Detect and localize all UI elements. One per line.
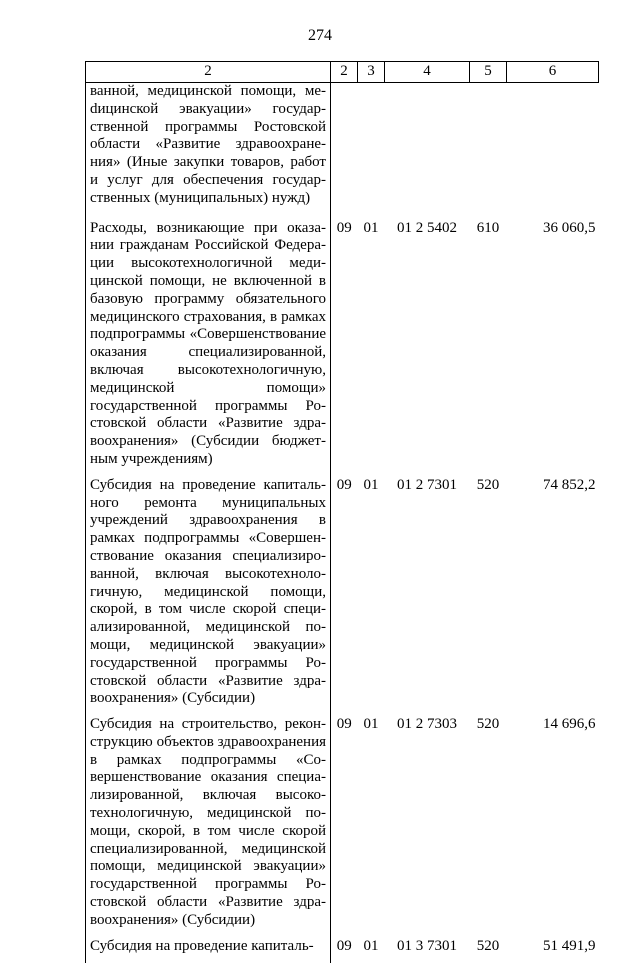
- row-expense-type: [470, 83, 507, 220]
- row-expense-type: 520: [476, 476, 500, 493]
- row-description: Субсидия на строительство, реконструкцию объектов здравоохранения в рамках подпрограммы «Совершенствование оказания специализированной, включая высокотехнологичную, медицинской помощи, скорой, в том числе скорой специализированной, медицинской помощи, медицинской эвакуации» государственной программы Ростовской области «Развитие здравоохранения» (Субсидии): [86, 716, 331, 938]
- row-target-article: 01 3 7301: [397, 937, 457, 954]
- row-amount: 51 491,9: [543, 937, 596, 954]
- table-row: [86, 938, 599, 963]
- header-amount: 6: [507, 62, 599, 83]
- row-subsection: 01: [363, 219, 379, 236]
- row-description: Субсидия на проведение капитального ремонта муниципальных учреждений здравоохранения в рамках подпрограммы «Совершенствование оказания специализированной, включая высокотехнологичную, медицинской помощи, скорой, в том числе скорой специализированной, медицинской помощи, медицинской эвакуации» государственной программы Ростовской области «Развитие здравоохранения» (Субсидии): [86, 477, 331, 716]
- row-section: [331, 83, 358, 220]
- row-target-article: 01 2 7301: [397, 476, 457, 493]
- row-target-article: [385, 83, 470, 220]
- row-subsection: 01: [363, 476, 379, 493]
- row-amount: 14 696,6: [543, 716, 596, 733]
- row-section: 09: [336, 937, 352, 954]
- table-header-row: [86, 62, 599, 83]
- row-amount: 36 060,5: [543, 219, 596, 236]
- table-row: [86, 477, 599, 716]
- table-row: [86, 220, 599, 477]
- table-row: [86, 716, 599, 938]
- row-description: ванной, медицинской помощи, меdицинской эвакуации» государственной программы Ростовской области «Развитие здравоохранения» (Иные закупки товаров, работ и услуг для обеспечения государственных (муниципальных) нужд): [86, 83, 331, 220]
- row-amount: 74 852,2: [543, 476, 596, 493]
- row-section: 09: [336, 716, 352, 733]
- row-subsection: 01: [363, 937, 379, 954]
- row-expense-type: 520: [476, 937, 500, 954]
- table-row: [86, 83, 599, 220]
- header-section: 2: [331, 62, 358, 83]
- page-number: 274: [308, 27, 332, 44]
- header-target-article: 4: [385, 62, 470, 83]
- row-expense-type: 520: [476, 716, 500, 733]
- row-subsection: [358, 83, 385, 220]
- budget-table: [85, 61, 599, 963]
- row-description: Расходы, возникающие при оказании гражданам Российской Федерации высокотехнологичной медицинской помощи, не включенной в базовую программу обязательного медицинского страхования, в рамках подпрограммы «Совершенствование оказания специализированной, включая высокотехнологичную, медицинской помощи» государственной программы Ростовской области «Развитие здравоохранения» (Субсидии бюджетным учреждениям): [86, 220, 331, 477]
- row-section: 09: [336, 219, 352, 236]
- row-subsection: 01: [363, 716, 379, 733]
- row-target-article: 01 2 5402: [397, 219, 457, 236]
- header-description: 2: [86, 62, 331, 83]
- row-amount: [507, 83, 599, 220]
- row-description: Субсидия на проведение капиталь-: [86, 938, 331, 963]
- row-target-article: 01 2 7303: [397, 716, 457, 733]
- row-section: 09: [336, 476, 352, 493]
- header-expense-type: 5: [470, 62, 507, 83]
- row-expense-type: 610: [476, 219, 500, 236]
- header-subsection: 3: [358, 62, 385, 83]
